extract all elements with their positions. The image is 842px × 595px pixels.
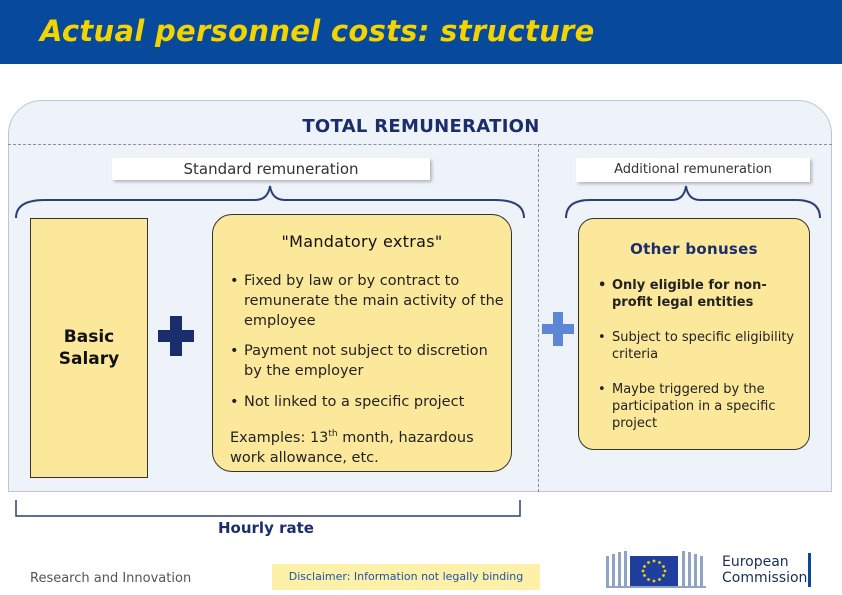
curly-brace-icon bbox=[566, 186, 820, 218]
bonus-bullet: • Subject to specific eligibility criteria bbox=[598, 329, 798, 363]
bonus-bullet-text: Only eligible for non-profit legal entities bbox=[612, 278, 767, 310]
mandatory-bullet-text: Not linked to a specific project bbox=[244, 394, 465, 410]
bonus-bullet-text: Subject to specific eligibility criteria bbox=[612, 330, 795, 362]
footer-research-innovation: Research and Innovation bbox=[30, 571, 192, 586]
mandatory-extras-title: "Mandatory extras" bbox=[281, 232, 443, 251]
plus-icon bbox=[542, 312, 574, 346]
ec-logo-icon bbox=[606, 548, 718, 590]
basic-salary-line2: Salary bbox=[58, 349, 120, 369]
total-remuneration-label: TOTAL REMUNERATION bbox=[302, 116, 540, 137]
mandatory-bullet-text: Payment not subject to discretion by the employer bbox=[244, 343, 488, 379]
bonus-bullet: • Only eligible for non-profit legal entities bbox=[598, 277, 798, 311]
mandatory-bullet: • Payment not subject to discretion by the employer bbox=[230, 341, 505, 381]
mandatory-bullet: • Not linked to a specific project bbox=[230, 392, 505, 412]
european-commission-wordmark bbox=[722, 554, 807, 586]
basic-salary-label bbox=[30, 326, 148, 370]
standard-remuneration-label: Standard remuneration bbox=[112, 158, 430, 180]
mandatory-examples bbox=[230, 424, 505, 468]
other-bonuses-title: Other bonuses bbox=[630, 240, 758, 258]
ec-line2: Commission bbox=[722, 570, 808, 586]
examples-prefix: Examples: 13 bbox=[230, 429, 329, 446]
examples-suffix: month, hazardous work allowance, etc. bbox=[230, 429, 474, 466]
mandatory-bullet-text: Fixed by law or by contract to remunerate the main activity of the employee bbox=[244, 273, 504, 329]
ec-accent-bar bbox=[808, 553, 811, 587]
page-title: Actual personnel costs: structure bbox=[40, 14, 595, 48]
additional-remuneration-label: Additional remuneration bbox=[576, 158, 810, 182]
ec-line1: European bbox=[722, 554, 789, 570]
curly-brace-icon bbox=[16, 500, 520, 516]
hourly-rate-label: Hourly rate bbox=[218, 519, 314, 537]
bonus-bullet-text: Maybe triggered by the participation in a specific project bbox=[612, 382, 776, 431]
bonus-bullet: • Maybe triggered by the participation in a specific project bbox=[598, 381, 798, 432]
plus-icon bbox=[158, 316, 194, 356]
examples-sup: th bbox=[328, 429, 338, 439]
mandatory-bullet: • Fixed by law or by contract to remunerate the main activity of the employee bbox=[230, 273, 504, 329]
disclaimer-box: Disclaimer: Information not legally binding bbox=[272, 564, 540, 590]
basic-salary-line1: Basic bbox=[63, 327, 115, 347]
